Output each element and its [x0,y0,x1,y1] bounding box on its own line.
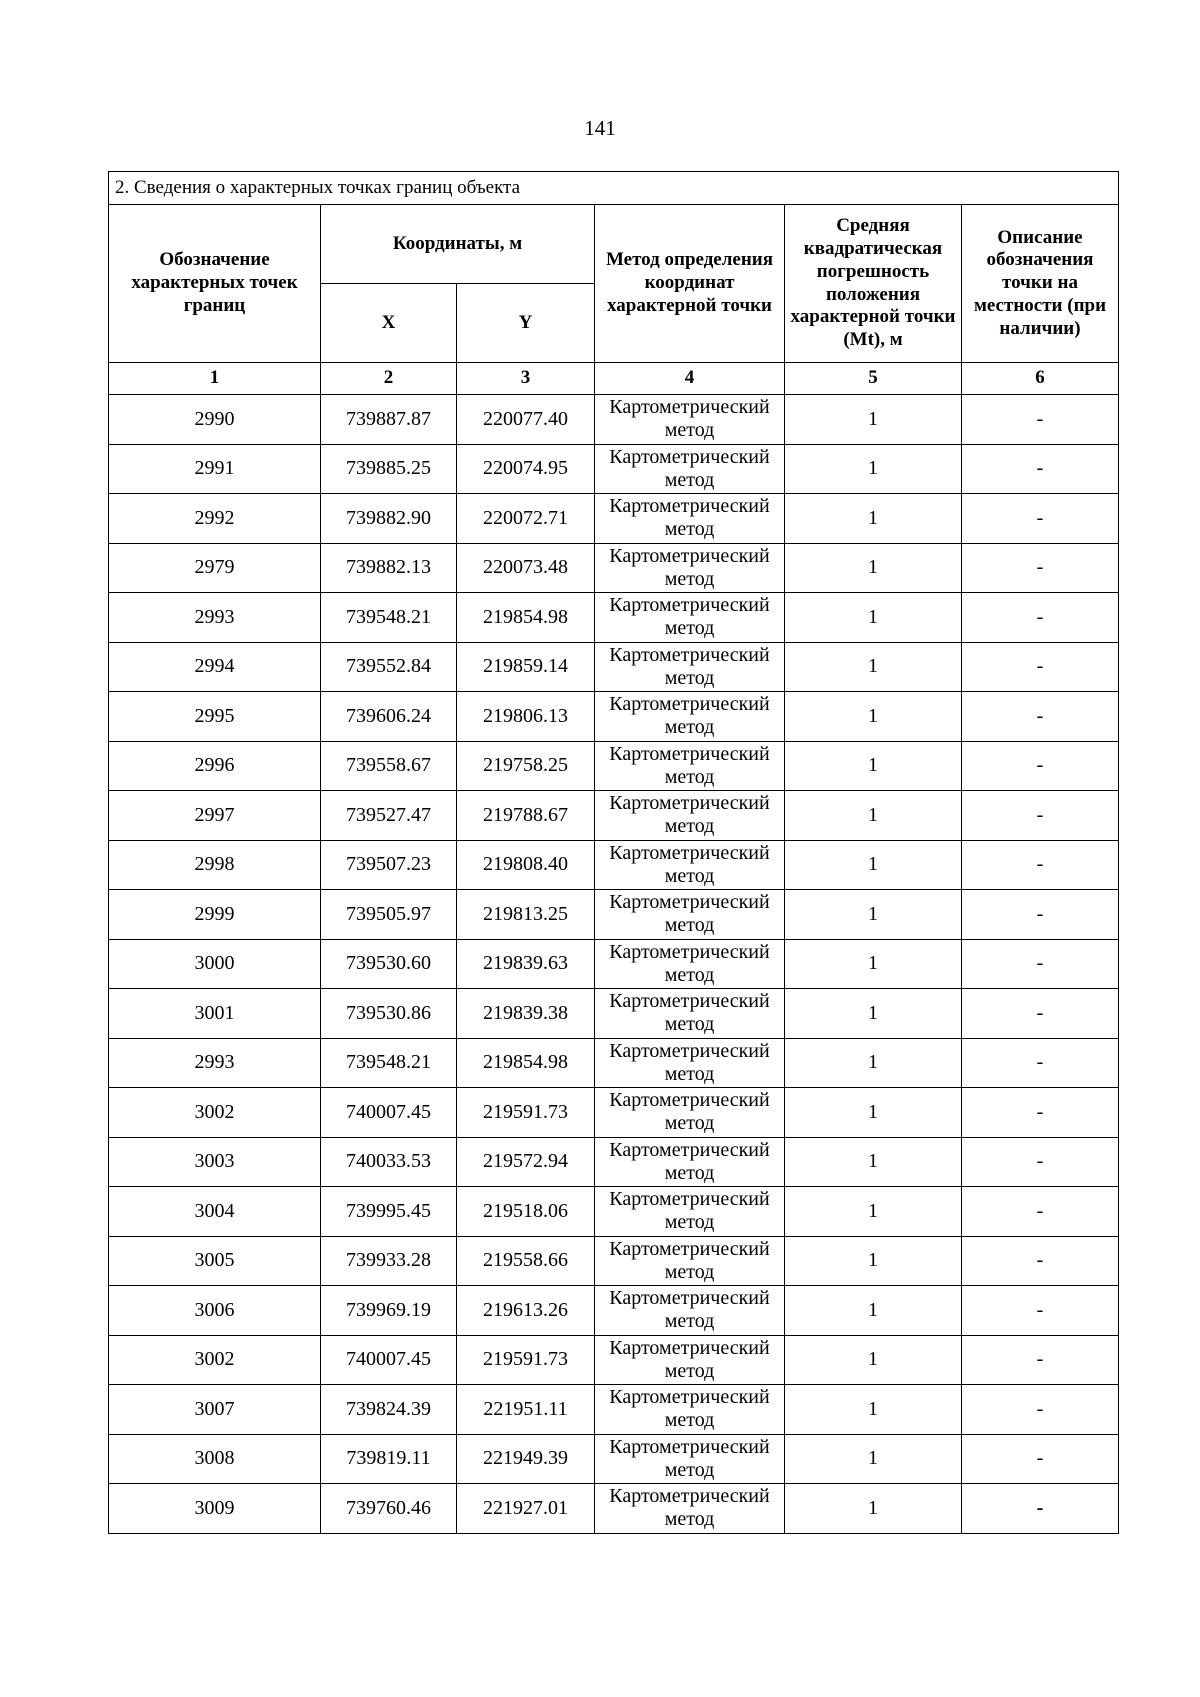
header-method: Метод определения координат характерной точки [595,205,785,363]
cell-x: 739530.86 [321,989,457,1039]
cell-y: 219758.25 [457,741,595,791]
cell-point: 2993 [109,593,321,643]
cell-description: - [962,1187,1119,1237]
cell-x: 739548.21 [321,593,457,643]
cell-y: 219572.94 [457,1137,595,1187]
cell-y: 220074.95 [457,444,595,494]
cell-point: 3004 [109,1187,321,1237]
cell-method: Картометрический метод [595,692,785,742]
cell-x: 739882.13 [321,543,457,593]
cell-accuracy: 1 [785,840,962,890]
table-row [109,1137,1119,1187]
cell-y: 221951.11 [457,1385,595,1435]
cell-y: 219839.38 [457,989,595,1039]
table-row [109,1236,1119,1286]
cell-description: - [962,1484,1119,1534]
cell-accuracy: 1 [785,1385,962,1435]
cell-method: Картометрический метод [595,1187,785,1237]
page-number: 141 [584,116,616,140]
cell-y: 219854.98 [457,1038,595,1088]
table-row [109,1088,1119,1138]
cell-x: 739824.39 [321,1385,457,1435]
cell-description: - [962,1038,1119,1088]
column-number: 6 [962,363,1119,395]
cell-point: 3002 [109,1335,321,1385]
cell-accuracy: 1 [785,1335,962,1385]
cell-method: Картометрический метод [595,1335,785,1385]
cell-accuracy: 1 [785,939,962,989]
cell-point: 2990 [109,395,321,445]
cell-description: - [962,444,1119,494]
cell-y: 219518.06 [457,1187,595,1237]
cell-method: Картометрический метод [595,395,785,445]
cell-description: - [962,989,1119,1039]
cell-description: - [962,1088,1119,1138]
cell-accuracy: 1 [785,1236,962,1286]
cell-point: 2996 [109,741,321,791]
table-row [109,1434,1119,1484]
cell-x: 739933.28 [321,1236,457,1286]
cell-method: Картометрический метод [595,1434,785,1484]
cell-x: 739548.21 [321,1038,457,1088]
cell-x: 739527.47 [321,791,457,841]
boundary-points-table [108,171,1119,1534]
cell-point: 2997 [109,791,321,841]
cell-point: 3005 [109,1236,321,1286]
table-row [109,1187,1119,1237]
cell-point: 2995 [109,692,321,742]
cell-accuracy: 1 [785,444,962,494]
cell-y: 219558.66 [457,1236,595,1286]
cell-x: 739882.90 [321,494,457,544]
cell-method: Картометрический метод [595,890,785,940]
cell-method: Картометрический метод [595,444,785,494]
cell-x: 739885.25 [321,444,457,494]
table-row [109,593,1119,643]
table-row [109,741,1119,791]
cell-accuracy: 1 [785,741,962,791]
header-y: Y [457,284,595,363]
cell-point: 2993 [109,1038,321,1088]
cell-method: Картометрический метод [595,939,785,989]
cell-accuracy: 1 [785,593,962,643]
cell-accuracy: 1 [785,642,962,692]
cell-description: - [962,1236,1119,1286]
cell-y: 220077.40 [457,395,595,445]
cell-description: - [962,1137,1119,1187]
cell-description: - [962,939,1119,989]
cell-y: 219813.25 [457,890,595,940]
cell-accuracy: 1 [785,1038,962,1088]
column-number: 2 [321,363,457,395]
header-point: Обозначение характерных точек границ [109,205,321,363]
cell-x: 739606.24 [321,692,457,742]
cell-point: 2979 [109,543,321,593]
cell-accuracy: 1 [785,1137,962,1187]
table-row [109,1385,1119,1435]
cell-accuracy: 1 [785,791,962,841]
header-description: Описание обозначения точки на местности (при наличии) [962,205,1119,363]
cell-accuracy: 1 [785,692,962,742]
table-row [109,692,1119,742]
cell-method: Картометрический метод [595,593,785,643]
header-x: X [321,284,457,363]
cell-y: 219854.98 [457,593,595,643]
cell-x: 739552.84 [321,642,457,692]
cell-accuracy: 1 [785,395,962,445]
cell-x: 739995.45 [321,1187,457,1237]
cell-description: - [962,494,1119,544]
cell-y: 220073.48 [457,543,595,593]
cell-accuracy: 1 [785,989,962,1039]
cell-description: - [962,692,1119,742]
cell-method: Картометрический метод [595,741,785,791]
cell-description: - [962,642,1119,692]
cell-point: 3009 [109,1484,321,1534]
cell-x: 740007.45 [321,1088,457,1138]
cell-x: 739969.19 [321,1286,457,1336]
cell-accuracy: 1 [785,494,962,544]
cell-y: 221949.39 [457,1434,595,1484]
cell-accuracy: 1 [785,1484,962,1534]
cell-method: Картометрический метод [595,1385,785,1435]
cell-accuracy: 1 [785,1286,962,1336]
table-row [109,494,1119,544]
cell-y: 220072.71 [457,494,595,544]
cell-method: Картометрический метод [595,1286,785,1336]
cell-point: 3001 [109,989,321,1039]
table-row [109,444,1119,494]
table-row [109,840,1119,890]
cell-description: - [962,1385,1119,1435]
cell-x: 739505.97 [321,890,457,940]
cell-y: 221927.01 [457,1484,595,1534]
table-row [109,1484,1119,1534]
cell-accuracy: 1 [785,1434,962,1484]
column-number: 3 [457,363,595,395]
cell-y: 219806.13 [457,692,595,742]
table-row [109,989,1119,1039]
cell-description: - [962,791,1119,841]
cell-x: 739887.87 [321,395,457,445]
cell-y: 219808.40 [457,840,595,890]
cell-method: Картометрический метод [595,642,785,692]
cell-x: 739507.23 [321,840,457,890]
cell-method: Картометрический метод [595,494,785,544]
cell-description: - [962,840,1119,890]
cell-description: - [962,741,1119,791]
cell-method: Картометрический метод [595,989,785,1039]
cell-method: Картометрический метод [595,791,785,841]
cell-point: 3006 [109,1286,321,1336]
column-number: 5 [785,363,962,395]
cell-point: 3000 [109,939,321,989]
table-row [109,1335,1119,1385]
table-row [109,1038,1119,1088]
column-number: 1 [109,363,321,395]
cell-point: 2999 [109,890,321,940]
table-row [109,791,1119,841]
cell-accuracy: 1 [785,890,962,940]
cell-point: 2998 [109,840,321,890]
header-accuracy: Средняя квадратическая погрешность положения характерной точки (Mt), м [785,205,962,363]
cell-x: 740007.45 [321,1335,457,1385]
cell-description: - [962,1335,1119,1385]
cell-x: 739558.67 [321,741,457,791]
cell-method: Картометрический метод [595,1088,785,1138]
cell-point: 3002 [109,1088,321,1138]
cell-point: 3008 [109,1434,321,1484]
cell-x: 739760.46 [321,1484,457,1534]
table-body [109,395,1119,1534]
cell-y: 219591.73 [457,1088,595,1138]
cell-method: Картометрический метод [595,1038,785,1088]
section-title: 2. Сведения о характерных точках границ объекта [109,172,1119,205]
cell-accuracy: 1 [785,1187,962,1237]
cell-x: 739530.60 [321,939,457,989]
table-row [109,939,1119,989]
table-row [109,642,1119,692]
cell-point: 3003 [109,1137,321,1187]
column-number: 4 [595,363,785,395]
cell-point: 3007 [109,1385,321,1435]
cell-description: - [962,395,1119,445]
cell-point: 2991 [109,444,321,494]
table-row [109,890,1119,940]
header-coords: Координаты, м [321,205,595,284]
cell-point: 2992 [109,494,321,544]
cell-method: Картометрический метод [595,1484,785,1534]
cell-point: 2994 [109,642,321,692]
cell-y: 219859.14 [457,642,595,692]
cell-description: - [962,543,1119,593]
cell-description: - [962,1434,1119,1484]
cell-accuracy: 1 [785,1088,962,1138]
table-row [109,1286,1119,1336]
cell-y: 219788.67 [457,791,595,841]
cell-x: 740033.53 [321,1137,457,1187]
cell-y: 219591.73 [457,1335,595,1385]
cell-description: - [962,1286,1119,1336]
cell-description: - [962,890,1119,940]
cell-method: Картометрический метод [595,1236,785,1286]
table-row [109,543,1119,593]
table-row [109,395,1119,445]
cell-method: Картометрический метод [595,543,785,593]
cell-method: Картометрический метод [595,1137,785,1187]
cell-method: Картометрический метод [595,840,785,890]
cell-y: 219613.26 [457,1286,595,1336]
cell-accuracy: 1 [785,543,962,593]
cell-description: - [962,593,1119,643]
cell-x: 739819.11 [321,1434,457,1484]
cell-y: 219839.63 [457,939,595,989]
